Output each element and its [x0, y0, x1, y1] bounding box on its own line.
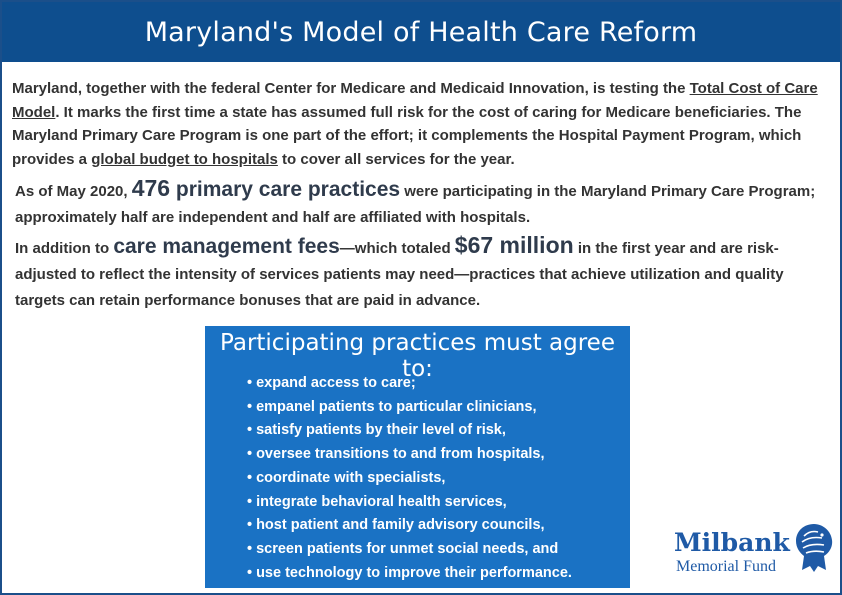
fees-amount: $67 million: [454, 232, 574, 258]
requirements-box: [205, 326, 630, 588]
requirement-item: [247, 372, 572, 396]
requirements-title: Participating practices must agree to:: [220, 330, 615, 382]
intro-text-1: Maryland, together with the federal Center for Medicare and Medicaid Innovation, is testing the: [12, 80, 690, 97]
page-title: Maryland's Model of Health Care Reform: [144, 16, 698, 48]
requirement-item: [247, 538, 572, 562]
requirement-item: [247, 491, 572, 515]
bullet-icon: •: [247, 540, 253, 557]
requirement-text: coordinate with specialists,: [256, 469, 446, 486]
intro-text-2: . It marks the first time a state has assumed full risk for the cost of caring for Medicare beneficiaries. The Maryland Primary Care Program is one part of the effort; it complements the Hospital Payment Program, which provides a: [12, 103, 802, 168]
practices-highlight: primary care practices: [170, 178, 401, 201]
practices-prefix: As of May 2020,: [15, 183, 132, 200]
practices-paragraph: [15, 175, 830, 231]
milbank-logo: [674, 522, 836, 578]
requirement-item: [247, 419, 572, 443]
practices-count: 476: [131, 175, 171, 201]
requirement-text: satisfy patients by their level of risk,: [256, 422, 506, 439]
bullet-icon: •: [247, 398, 253, 415]
requirement-item: [247, 396, 572, 420]
intro-text-3: to cover all services for the year.: [277, 150, 515, 168]
fees-middle: —which totaled: [339, 240, 455, 257]
logo-subtitle: Memorial Fund: [676, 558, 776, 575]
page-header: [2, 2, 840, 62]
bullet-icon: •: [247, 375, 253, 391]
requirements-list: [247, 372, 572, 585]
bullet-icon: •: [247, 446, 253, 463]
requirement-item: [247, 562, 572, 586]
bullet-icon: •: [247, 517, 253, 534]
intro-paragraph: [12, 77, 832, 171]
requirement-item: [247, 467, 572, 491]
requirement-text: host patient and family advisory councils,: [256, 517, 545, 534]
bullet-icon: •: [247, 422, 253, 439]
global-budget-link[interactable]: global budget to hospitals: [91, 150, 278, 168]
logo-name: Milbank: [674, 528, 790, 557]
lion-icon: [792, 522, 836, 574]
total-cost-of-care-link[interactable]: Total Cost of Care Model: [12, 80, 818, 121]
requirement-text: oversee transitions to and from hospitals,: [256, 446, 545, 463]
fees-suffix: in the first year and are risk-adjusted to reflect the intensity of services patients may need—practices that achieve utilization and quality targets can retain performance bonuses that are paid in advance.: [15, 240, 784, 309]
requirement-text: empanel patients to particular clinicians,: [256, 398, 537, 415]
fees-paragraph: [15, 232, 830, 314]
bullet-icon: •: [247, 469, 253, 486]
bullet-icon: •: [247, 493, 253, 510]
fees-prefix: In addition to: [15, 240, 114, 257]
requirement-text: expand access to care;: [256, 375, 416, 391]
bullet-icon: •: [247, 564, 253, 581]
requirement-item: [247, 514, 572, 538]
fees-highlight: care management fees: [113, 235, 340, 258]
requirement-text: use technology to improve their performance.: [256, 564, 572, 581]
requirement-text: integrate behavioral health services,: [256, 493, 507, 510]
requirement-item: [247, 443, 572, 467]
practices-suffix: were participating in the Maryland Primary Care Program; approximately half are independent and half are affiliated with hospitals.: [15, 183, 816, 226]
requirement-text: screen patients for unmet social needs, and: [256, 540, 559, 557]
